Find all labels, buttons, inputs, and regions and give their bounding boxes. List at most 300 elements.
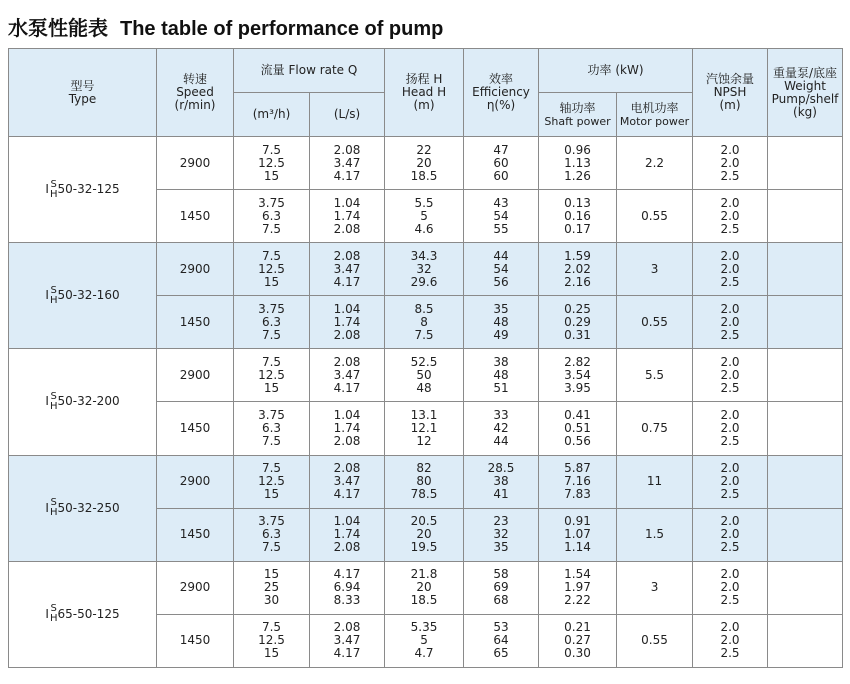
header-speed-cn: 转速 [182, 72, 207, 86]
cell-value: 2.0 [720, 367, 740, 382]
flow-m3h-cell [234, 137, 310, 190]
weight-cell [768, 455, 843, 508]
header-motor-en: Motor power [619, 114, 690, 128]
efficiency-cell [464, 561, 539, 614]
model-sub [50, 498, 58, 518]
table-row [9, 455, 843, 508]
cell-value: 3.47 [333, 474, 361, 489]
efficiency-cell [464, 614, 539, 667]
cell-value: 7.83 [564, 487, 591, 502]
model-sub [50, 180, 58, 200]
npsh-cell [693, 137, 768, 190]
cell-value: 18.5 [410, 168, 438, 183]
cell-value: 4.17 [333, 380, 361, 395]
cell-value: 51 [493, 380, 509, 395]
cell-value: 2.0 [720, 155, 740, 170]
header-npsh-en: NPSH [713, 85, 747, 99]
cell-value: 3.47 [333, 261, 361, 276]
cell-value: 1.07 [564, 527, 591, 542]
flow-m3h-cell [234, 614, 310, 667]
cell-value: 80 [416, 474, 432, 489]
weight-cell [768, 137, 843, 190]
model-cell [9, 349, 157, 455]
model-cell [9, 455, 157, 561]
cell-value: 2.5 [720, 593, 740, 608]
model-prefix: I [45, 500, 49, 515]
weight-cell [768, 243, 843, 296]
cell-value: 50 [416, 367, 432, 382]
header-npsh-unit: (m) [719, 98, 741, 112]
head-cell [385, 614, 464, 667]
model-cell [9, 137, 157, 243]
flow-m3h-cell [234, 508, 310, 561]
cell-value: 54 [493, 261, 509, 276]
model-sub [50, 286, 58, 306]
cell-value: 7.5 [261, 620, 282, 635]
cell-value: 2.5 [720, 540, 740, 555]
cell-value: 2.08 [333, 142, 361, 157]
cell-value: 1.74 [333, 421, 361, 436]
cell-value: 2.0 [720, 567, 740, 582]
cell-value: 1.04 [333, 195, 361, 210]
cell-value: 2.0 [720, 620, 740, 635]
cell-value: 2.0 [720, 421, 740, 436]
cell-value: 2.5 [720, 274, 740, 289]
cell-value: 2.0 [720, 633, 740, 648]
header-head-unit: (m) [413, 98, 435, 112]
cell-value: 12.5 [258, 633, 285, 648]
header-weight-cn: 重量泵/底座 [772, 65, 838, 80]
cell-value: 2.08 [333, 248, 361, 263]
cell-value: 5.87 [564, 461, 591, 476]
speed-cell: 1450 [157, 190, 234, 243]
cell-value: 2.02 [564, 261, 591, 276]
model-cell [9, 561, 157, 667]
weight-cell [768, 402, 843, 455]
weight-cell [768, 508, 843, 561]
header-motor-cn: 电机功率 [630, 100, 679, 115]
shaft-power-cell [539, 614, 617, 667]
cell-value: 12 [416, 434, 432, 449]
cell-value: 12.5 [258, 367, 285, 382]
cell-value: 38 [493, 474, 509, 489]
cell-value: 2.0 [720, 527, 740, 542]
cell-value: 32 [493, 527, 509, 542]
cell-value: 15 [263, 168, 280, 183]
cell-value: 1.74 [333, 314, 361, 329]
cell-value: 34.3 [410, 248, 438, 263]
header-speed-unit: (r/min) [174, 98, 216, 112]
cell-value: 2.0 [720, 208, 740, 223]
head-cell [385, 508, 464, 561]
head-cell [385, 296, 464, 349]
cell-value: 35 [493, 301, 509, 316]
cell-value: 82 [416, 461, 432, 476]
cell-value: 1.97 [564, 580, 591, 595]
cell-value: 0.25 [564, 301, 591, 316]
cell-value: 5.5 [414, 195, 434, 210]
cell-value: 44 [493, 248, 509, 263]
cell-value: 7.5 [261, 540, 282, 555]
cell-value: 6.94 [333, 580, 361, 595]
flow-m3h-cell [234, 349, 310, 402]
cell-value: 48 [493, 314, 509, 329]
cell-value: 18.5 [410, 593, 438, 608]
cell-value: 3.54 [564, 367, 591, 382]
cell-value: 3.95 [564, 380, 591, 395]
cell-value: 38 [493, 354, 509, 369]
cell-value: 2.5 [720, 168, 740, 183]
cell-value: 22 [416, 142, 432, 157]
cell-value: 1.04 [333, 514, 361, 529]
cell-value: 12.5 [258, 474, 285, 489]
speed-cell: 1450 [157, 296, 234, 349]
npsh-cell [693, 455, 768, 508]
header-head-cn: 扬程 H [405, 72, 443, 86]
cell-value: 2.5 [720, 487, 740, 502]
cell-value: 2.08 [333, 434, 361, 449]
header-speed [157, 49, 234, 137]
header-flow-ls: (L/s) [310, 93, 385, 137]
cell-value: 15 [263, 380, 280, 395]
model-h: H [49, 400, 58, 412]
cell-value: 65 [493, 646, 509, 661]
motor-power-cell: 0.55 [617, 614, 693, 667]
cell-value: 2.0 [720, 142, 740, 157]
flow-ls-cell [310, 508, 385, 561]
cell-value: 4.17 [333, 567, 361, 582]
header-head [385, 49, 464, 137]
cell-value: 0.29 [564, 314, 591, 329]
efficiency-cell [464, 243, 539, 296]
cell-value: 20 [416, 155, 432, 170]
cell-value: 0.91 [564, 514, 591, 529]
model-number: 50-32-160 [57, 288, 120, 303]
cell-value: 2.0 [720, 248, 740, 263]
motor-power-cell: 0.55 [617, 190, 693, 243]
cell-value: 1.74 [333, 208, 361, 223]
cell-value: 8.33 [333, 593, 361, 608]
model-h: H [49, 188, 58, 200]
shaft-power-cell [539, 455, 617, 508]
cell-value: 2.82 [564, 354, 591, 369]
npsh-cell [693, 349, 768, 402]
header-shaft-power [539, 93, 617, 137]
model-sub [50, 392, 58, 412]
cell-value: 60 [493, 155, 509, 170]
cell-value: 4.17 [333, 646, 361, 661]
cell-value: 2.5 [720, 434, 740, 449]
cell-value: 8 [420, 314, 428, 329]
model-cell [9, 243, 157, 349]
cell-value: 53 [493, 620, 509, 635]
table-row [9, 137, 843, 190]
cell-value: 2.08 [333, 540, 361, 555]
head-cell [385, 137, 464, 190]
header-power: 功率 (kW) [539, 49, 693, 93]
cell-value: 7.5 [261, 221, 282, 236]
cell-value: 1.54 [564, 567, 591, 582]
model-prefix: I [45, 288, 49, 303]
title-cn: 水泵性能表 [8, 18, 108, 40]
header-flow-m3h: (m³/h) [234, 93, 310, 137]
cell-value: 54 [493, 208, 509, 223]
table-row [9, 243, 843, 296]
cell-value: 2.16 [564, 274, 591, 289]
cell-value: 5 [420, 633, 428, 648]
header-npsh [693, 49, 768, 137]
cell-value: 3.75 [258, 301, 285, 316]
cell-value: 60 [493, 168, 509, 183]
cell-value: 2.22 [564, 593, 591, 608]
cell-value: 2.0 [720, 461, 740, 476]
cell-value: 55 [493, 221, 509, 236]
shaft-power-cell [539, 296, 617, 349]
cell-value: 2.0 [720, 514, 740, 529]
speed-cell: 2900 [157, 455, 234, 508]
cell-value: 19.5 [410, 540, 438, 555]
head-cell [385, 190, 464, 243]
cell-value: 3.75 [258, 195, 285, 210]
cell-value: 7.5 [261, 354, 282, 369]
cell-value: 7.5 [261, 327, 282, 342]
weight-cell [768, 190, 843, 243]
motor-power-cell: 2.2 [617, 137, 693, 190]
cell-value: 32 [416, 261, 432, 276]
speed-cell: 2900 [157, 243, 234, 296]
model-h: H [49, 613, 58, 625]
cell-value: 20 [416, 527, 432, 542]
flow-ls-cell [310, 614, 385, 667]
header-shaft-cn: 轴功率 [559, 100, 596, 115]
flow-ls-cell [310, 402, 385, 455]
cell-value: 5.35 [410, 620, 438, 635]
cell-value: 6.3 [261, 208, 282, 223]
shaft-power-cell [539, 137, 617, 190]
efficiency-cell [464, 190, 539, 243]
model-prefix: I [45, 182, 49, 197]
npsh-cell [693, 190, 768, 243]
cell-value: 0.51 [564, 421, 591, 436]
cell-value: 49 [493, 327, 509, 342]
cell-value: 2.0 [720, 314, 740, 329]
table-row [9, 349, 843, 402]
cell-value: 2.0 [720, 354, 740, 369]
title-en: The table of performance of pump [120, 18, 444, 40]
cell-value: 0.13 [564, 195, 591, 210]
cell-value: 1.04 [333, 408, 361, 423]
cell-value: 0.56 [564, 434, 591, 449]
flow-m3h-cell [234, 296, 310, 349]
cell-value: 28.5 [487, 461, 515, 476]
header-head-en: Head H [401, 85, 447, 99]
cell-value: 29.6 [410, 274, 438, 289]
header-efficiency [464, 49, 539, 137]
model-number: 65-50-125 [57, 606, 120, 621]
performance-table [8, 48, 843, 668]
efficiency-cell [464, 349, 539, 402]
flow-ls-cell [310, 296, 385, 349]
cell-value: 78.5 [410, 487, 438, 502]
cell-value: 69 [493, 580, 509, 595]
cell-value: 7.5 [261, 248, 282, 263]
motor-power-cell: 5.5 [617, 349, 693, 402]
cell-value: 15 [263, 567, 280, 582]
cell-value: 2.08 [333, 461, 361, 476]
cell-value: 2.0 [720, 580, 740, 595]
header-weight-en1: Weight [784, 78, 826, 93]
npsh-cell [693, 508, 768, 561]
shaft-power-cell [539, 349, 617, 402]
cell-value: 48 [493, 367, 509, 382]
cell-value: 4.7 [414, 646, 434, 661]
header-weight-en2: Pump/shelf [771, 91, 839, 106]
header-motor-power [617, 93, 693, 137]
cell-value: 13.1 [410, 408, 438, 423]
motor-power-cell: 0.75 [617, 402, 693, 455]
cell-value: 0.21 [564, 620, 591, 635]
cell-value: 7.16 [564, 474, 591, 489]
cell-value: 0.27 [564, 633, 591, 648]
npsh-cell [693, 402, 768, 455]
cell-value: 5 [420, 208, 428, 223]
cell-value: 4.17 [333, 274, 361, 289]
flow-m3h-cell [234, 402, 310, 455]
speed-cell: 1450 [157, 402, 234, 455]
cell-value: 15 [263, 487, 280, 502]
header-speed-en: Speed [176, 85, 214, 99]
model-number: 50-32-250 [57, 500, 120, 515]
header-eff-en: Efficiency [472, 85, 530, 99]
header-type-en: Type [68, 91, 97, 106]
cell-value: 2.0 [720, 408, 740, 423]
cell-value: 2.08 [333, 354, 361, 369]
model-h: H [49, 507, 58, 519]
table-body [9, 137, 843, 668]
cell-value: 1.14 [564, 540, 591, 555]
efficiency-cell [464, 508, 539, 561]
cell-value: 2.5 [720, 327, 740, 342]
cell-value: 42 [493, 421, 509, 436]
cell-value: 6.3 [261, 527, 282, 542]
cell-value: 0.17 [564, 221, 591, 236]
cell-value: 48 [416, 380, 432, 395]
cell-value: 56 [493, 274, 509, 289]
model-h: H [49, 294, 58, 306]
motor-power-cell: 3 [617, 243, 693, 296]
model-prefix: I [45, 394, 49, 409]
model-s: S [50, 497, 57, 509]
cell-value: 20 [416, 580, 432, 595]
flow-ls-cell [310, 455, 385, 508]
cell-value: 2.5 [720, 646, 740, 661]
npsh-cell [693, 243, 768, 296]
cell-value: 12.5 [258, 155, 285, 170]
speed-cell: 2900 [157, 349, 234, 402]
cell-value: 2.0 [720, 261, 740, 276]
cell-value: 2.0 [720, 301, 740, 316]
cell-value: 64 [493, 633, 509, 648]
npsh-cell [693, 614, 768, 667]
flow-m3h-cell [234, 243, 310, 296]
cell-value: 4.6 [414, 221, 434, 236]
cell-value: 0.31 [564, 327, 591, 342]
weight-cell [768, 296, 843, 349]
cell-value: 1.04 [333, 301, 361, 316]
weight-cell [768, 349, 843, 402]
shaft-power-cell [539, 508, 617, 561]
model-number: 50-32-125 [57, 182, 120, 197]
cell-value: 7.5 [261, 142, 282, 157]
efficiency-cell [464, 296, 539, 349]
shaft-power-cell [539, 190, 617, 243]
header-shaft-en: Shaft power [544, 114, 611, 128]
flow-ls-cell [310, 349, 385, 402]
weight-cell [768, 614, 843, 667]
cell-value: 21.8 [410, 567, 438, 582]
cell-value: 33 [493, 408, 509, 423]
cell-value: 58 [493, 567, 509, 582]
motor-power-cell: 0.55 [617, 296, 693, 349]
npsh-cell [693, 561, 768, 614]
motor-power-cell: 1.5 [617, 508, 693, 561]
cell-value: 1.13 [564, 155, 591, 170]
cell-value: 68 [493, 593, 509, 608]
header-type-cn: 型号 [70, 78, 95, 93]
flow-m3h-cell [234, 190, 310, 243]
page-title [8, 14, 443, 44]
cell-value: 3.47 [333, 367, 361, 382]
efficiency-cell [464, 455, 539, 508]
cell-value: 2.08 [333, 327, 361, 342]
shaft-power-cell [539, 402, 617, 455]
speed-cell: 2900 [157, 137, 234, 190]
head-cell [385, 455, 464, 508]
model-sub [50, 604, 58, 624]
header-flow: 流量 Flow rate Q [234, 49, 385, 93]
cell-value: 52.5 [410, 354, 438, 369]
cell-value: 30 [263, 593, 280, 608]
cell-value: 3.75 [258, 408, 285, 423]
cell-value: 2.0 [720, 195, 740, 210]
efficiency-cell [464, 137, 539, 190]
cell-value: 2.08 [333, 221, 361, 236]
motor-power-cell: 11 [617, 455, 693, 508]
cell-value: 1.59 [564, 248, 591, 263]
header-npsh-cn: 汽蚀余量 [706, 72, 755, 86]
model-number: 50-32-200 [57, 394, 120, 409]
cell-value: 12.1 [410, 421, 438, 436]
head-cell [385, 349, 464, 402]
cell-value: 43 [493, 195, 509, 210]
cell-value: 20.5 [410, 514, 438, 529]
cell-value: 3.75 [258, 514, 285, 529]
model-s: S [50, 178, 57, 190]
cell-value: 0.16 [564, 208, 591, 223]
cell-value: 12.5 [258, 261, 285, 276]
model-s: S [50, 390, 57, 402]
cell-value: 47 [493, 142, 509, 157]
cell-value: 6.3 [261, 421, 282, 436]
cell-value: 3.47 [333, 155, 361, 170]
cell-value: 2.0 [720, 474, 740, 489]
header-type [9, 49, 157, 137]
head-cell [385, 402, 464, 455]
cell-value: 8.5 [414, 301, 434, 316]
header-weight-unit: (kg) [793, 104, 817, 119]
model-s: S [50, 284, 57, 296]
speed-cell: 1450 [157, 614, 234, 667]
